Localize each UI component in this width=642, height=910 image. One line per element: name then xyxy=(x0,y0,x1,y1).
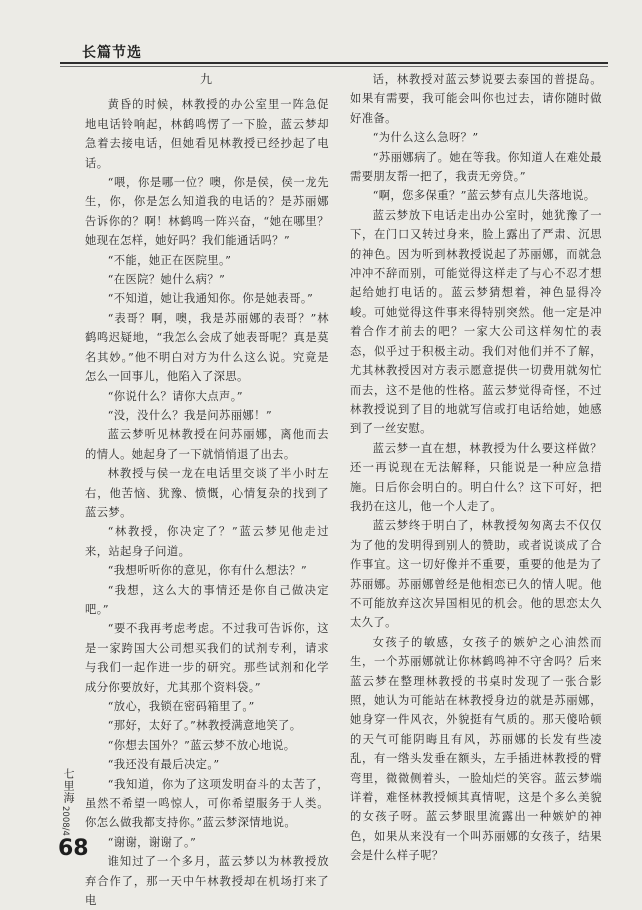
chapter-title: 九 xyxy=(199,72,214,86)
section-title: 长篇节选 xyxy=(82,45,142,61)
paragraph: 蓝云梦听见林教授在问苏丽娜，离他而去的情人。她起身了一下就悄悄退了出去。 xyxy=(85,428,329,461)
page-number: 68 xyxy=(58,836,89,861)
paragraph: “啊，您多保重？”蓝云梦有点儿失落地说。 xyxy=(372,189,596,203)
paragraph: 话，林教授对蓝云梦说要去泰国的普提岛。如果有需要，我可能会叫你也过去，请你随时做好准备。 xyxy=(350,73,602,125)
paragraph: “不知道，她让我通知你。你是她表哥。” xyxy=(107,292,314,306)
paragraph: 黄昏的时候，林教授的办公室里一阵急促地电话铃响起，林鹤鸣愣了一下脸，蓝云梦却急着去接电话，但她看见林教授已经抄起了电话。 xyxy=(85,98,329,170)
paragraph: “为什么这么急呀？” xyxy=(372,131,479,145)
right-column xyxy=(350,70,602,866)
magazine-name: 七里海 xyxy=(62,768,75,804)
header-rule-thin xyxy=(60,66,608,67)
paragraph: “我想，这么大的事情还是你自己做决定吧。” xyxy=(85,583,329,616)
magazine-mark xyxy=(60,768,80,836)
paragraph: “你想去国外？”蓝云梦不放心地说。 xyxy=(107,738,296,752)
left-paragraphs xyxy=(85,95,329,910)
paragraph: “那好，太好了。”林教授满意地笑了。 xyxy=(107,719,302,733)
paragraph: “谢谢，谢谢了。” xyxy=(107,835,197,849)
paragraph: 谁知过了一个多月，蓝云梦以为林教授放弃合作了，那一天中午林教授却在机场打来了电 xyxy=(85,855,329,908)
paragraph: “不能，她正在医院里。” xyxy=(107,253,232,267)
paragraph: 蓝云梦放下电话走出办公室时，她犹豫了一下，在门口又转过身来，脸上露出了严肃、沉思的神色。因为听到林教授说起了苏丽娜，而就急冲冲不辞而别，可能觉得这样走了与心不忍才想起给她打电话的。蓝云梦猜想着，神色显得冷峻。可她觉得这件事来得特别突然。他一定是冲着合作才前去的吧？一家大公司这样匆忙的表态，似乎过于积极主动。我们对他们并不了解，尤其林教授因对方表示愿意提供一切费用就匆忙而去，这不是他的性格。蓝云梦觉得奇怪，不过林教授说到了目的地就写信或打电话给她，她感到了一丝安慰。 xyxy=(350,208,602,436)
issue-number: 2008/4 xyxy=(60,806,70,836)
paragraph: “喂，你是哪一位？噢，你是侯，侯一龙先生，你，你是怎么知道我的电话的？是苏丽娜告诉你的？啊！林鹤鸣一阵兴奋，“她在哪里？她现在怎样，她好吗？我们能通话吗？” xyxy=(85,176,329,248)
paragraph: 蓝云梦一直在想，林教授为什么要这样做？还一再说现在无法解释，只能说是一种应急措施。日后你会明白的。明白什么？这下可好，把我扔在这儿，他一个人走了。 xyxy=(350,441,602,513)
left-column xyxy=(85,70,329,910)
paragraph: “没，没什么？我是问苏丽娜！” xyxy=(107,408,273,422)
paragraph: “林教授，你决定了？”蓝云梦见他走过来，站起身子问道。 xyxy=(85,525,329,558)
paragraph: “在医院？她什么病？” xyxy=(107,273,226,287)
paragraph: “你说什么？请你大点声。” xyxy=(107,389,243,403)
right-paragraphs xyxy=(350,70,602,866)
paragraph: “苏丽娜病了。她在等我。你知道人在难处最需要朋友帮一把了，我责无旁贷。” xyxy=(350,150,602,184)
paragraph: 林教授与侯一龙在电话里交谈了半小时左右，他苦恼、犹豫、愤慨，心情复杂的找到了蓝云梦。 xyxy=(85,467,329,519)
paragraph: “表哥？啊，噢，我是苏丽娜的表哥？”林鹤鸣迟疑地，“我怎么会成了她表哥呢？真是莫名其妙。”他不明白对方为什么这么说。究竟是怎么一回事儿，他陷入了深思。 xyxy=(85,311,329,384)
paragraph: “我想听听你的意见，你有什么想法？” xyxy=(107,564,308,578)
paragraph: 蓝云梦终于明白了，林教授匆匆离去不仅仅为了他的发明得到别人的赞助，或者说谈成了合作事宜。这一切好像并不重要，重要的他是为了苏丽娜。苏丽娜曾经是他相恋已久的情人呢。他不可能放弃这次异国相见的机会。他的思恋太久太久了。 xyxy=(350,519,602,630)
paragraph: “放心，我锁在密码箱里了。” xyxy=(107,700,255,713)
paragraph: “我知道，你为了这项发明奋斗的太苦了，虽然不希望一鸣惊人，可你希望服务于人类。你怎么做我都支持你。”蓝云梦深情地说。 xyxy=(85,777,329,830)
paragraph: 女孩子的敏感，女孩子的嫉妒之心油然而生，一个苏丽娜就让你林鹤鸣神不守舍吗？后来蓝云梦在整理林教授的书桌时发现了一张合影照，她认为可能站在林教授身边的就是苏丽娜，她身穿一件风衣，外貌挺有气质的。那天傻哈顿的天气可能阴晦且有风，苏丽娜的长发有些凌乱，有一绺头发垂在额头，左手插进林教授的臂弯里，微微侧着头，一脸灿烂的笑容。蓝云梦端详着，难怪林教授倾其真情呢，这是个多么美貌的女孩子呀。蓝云梦眼里流露出一种嫉妒的神色，如果从来没有一个叫苏丽娜的女孩子，结果会是什么样子呢？ xyxy=(350,635,602,863)
paragraph: “我还没有最后决定。” xyxy=(107,758,220,772)
paragraph: “要不我再考虑考虑。不过我可告诉你，这是一家跨国大公司想买我们的试剂专利，请求与我们一起作进一步的研究。那些试剂和化学成分你要放好，尤其那个资料袋。” xyxy=(85,622,329,694)
header-rule-thick xyxy=(60,62,608,64)
page-header xyxy=(60,40,608,60)
